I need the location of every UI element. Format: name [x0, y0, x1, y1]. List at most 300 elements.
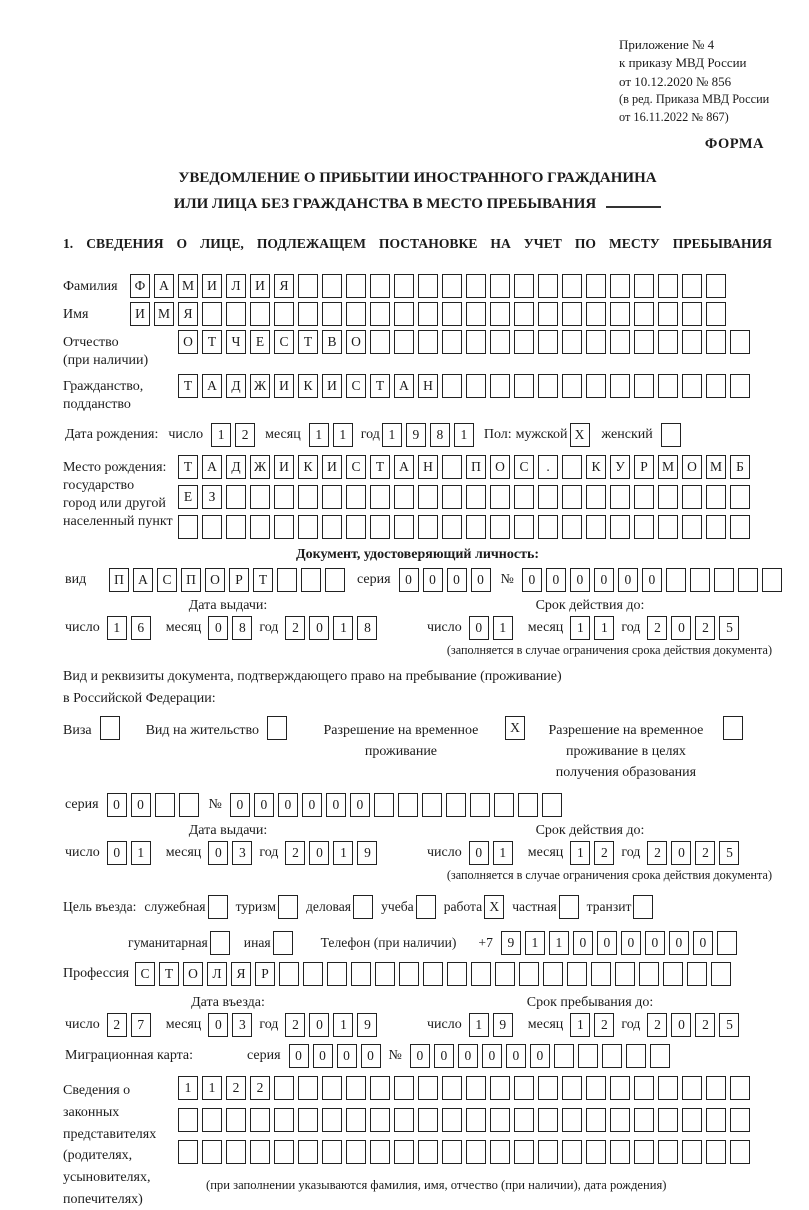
- char-cell[interactable]: [418, 330, 438, 354]
- char-cell[interactable]: 0: [669, 931, 689, 955]
- purpose-study-checkbox[interactable]: [416, 895, 436, 919]
- char-cell[interactable]: [682, 330, 702, 354]
- char-cell[interactable]: [554, 1044, 574, 1068]
- char-cell[interactable]: [274, 485, 294, 509]
- char-cell[interactable]: 2: [226, 1076, 246, 1100]
- char-cell[interactable]: [346, 1140, 366, 1164]
- char-cell[interactable]: [399, 962, 419, 986]
- char-cell[interactable]: [394, 485, 414, 509]
- char-cell[interactable]: [274, 302, 294, 326]
- char-cell[interactable]: [591, 962, 611, 986]
- char-cell[interactable]: [322, 1076, 342, 1100]
- char-cell[interactable]: [466, 1076, 486, 1100]
- char-cell[interactable]: [466, 1108, 486, 1132]
- purpose-humanitarian-checkbox[interactable]: [210, 931, 230, 955]
- char-cell[interactable]: [738, 568, 758, 592]
- char-cell[interactable]: 9: [406, 423, 426, 447]
- char-cell[interactable]: 0: [230, 793, 250, 817]
- char-cell[interactable]: [538, 515, 558, 539]
- char-cell[interactable]: С: [274, 330, 294, 354]
- char-cell[interactable]: [730, 1076, 750, 1100]
- purpose-business-checkbox[interactable]: [353, 895, 373, 919]
- char-cell[interactable]: 9: [501, 931, 521, 955]
- char-cell[interactable]: [730, 1140, 750, 1164]
- char-cell[interactable]: 1: [469, 1013, 489, 1037]
- char-cell[interactable]: [586, 515, 606, 539]
- char-cell[interactable]: [610, 515, 630, 539]
- char-cell[interactable]: С: [135, 962, 155, 986]
- char-cell[interactable]: И: [274, 374, 294, 398]
- char-cell[interactable]: [578, 1044, 598, 1068]
- char-cell[interactable]: [322, 515, 342, 539]
- char-cell[interactable]: [322, 485, 342, 509]
- char-cell[interactable]: [562, 455, 582, 479]
- char-cell[interactable]: Ж: [250, 455, 270, 479]
- char-cell[interactable]: Ф: [130, 274, 150, 298]
- char-cell[interactable]: 0: [208, 616, 228, 640]
- char-cell[interactable]: 1: [211, 423, 231, 447]
- char-cell[interactable]: 5: [719, 1013, 739, 1037]
- char-cell[interactable]: [155, 793, 175, 817]
- char-cell[interactable]: У: [610, 455, 630, 479]
- char-cell[interactable]: [567, 962, 587, 986]
- char-cell[interactable]: [277, 568, 297, 592]
- char-cell[interactable]: [562, 1108, 582, 1132]
- char-cell[interactable]: [615, 962, 635, 986]
- char-cell[interactable]: 1: [382, 423, 402, 447]
- char-cell[interactable]: О: [490, 455, 510, 479]
- char-cell[interactable]: 2: [647, 1013, 667, 1037]
- char-cell[interactable]: 8: [430, 423, 450, 447]
- char-cell[interactable]: [490, 302, 510, 326]
- char-cell[interactable]: [370, 1140, 390, 1164]
- char-cell[interactable]: [442, 330, 462, 354]
- char-cell[interactable]: [730, 515, 750, 539]
- visa-checkbox[interactable]: [100, 716, 120, 740]
- char-cell[interactable]: [634, 302, 654, 326]
- char-cell[interactable]: 0: [522, 568, 542, 592]
- char-cell[interactable]: Т: [159, 962, 179, 986]
- char-cell[interactable]: 0: [326, 793, 346, 817]
- char-cell[interactable]: 0: [573, 931, 593, 955]
- char-cell[interactable]: Л: [207, 962, 227, 986]
- char-cell[interactable]: 2: [695, 1013, 715, 1037]
- char-cell[interactable]: О: [183, 962, 203, 986]
- temp-residence-education-checkbox[interactable]: [723, 716, 743, 740]
- char-cell[interactable]: [466, 302, 486, 326]
- char-cell[interactable]: О: [178, 330, 198, 354]
- char-cell[interactable]: [682, 1076, 702, 1100]
- char-cell[interactable]: [538, 1140, 558, 1164]
- char-cell[interactable]: Н: [418, 374, 438, 398]
- char-cell[interactable]: [706, 330, 726, 354]
- char-cell[interactable]: 0: [597, 931, 617, 955]
- char-cell[interactable]: [226, 1140, 246, 1164]
- char-cell[interactable]: 1: [107, 616, 127, 640]
- char-cell[interactable]: О: [346, 330, 366, 354]
- char-cell[interactable]: 2: [695, 616, 715, 640]
- char-cell[interactable]: [658, 1076, 678, 1100]
- char-cell[interactable]: [682, 374, 702, 398]
- char-cell[interactable]: .: [538, 455, 558, 479]
- char-cell[interactable]: [538, 302, 558, 326]
- char-cell[interactable]: [466, 330, 486, 354]
- char-cell[interactable]: 1: [333, 423, 353, 447]
- char-cell[interactable]: [658, 302, 678, 326]
- char-cell[interactable]: 0: [313, 1044, 333, 1068]
- char-cell[interactable]: 3: [232, 1013, 252, 1037]
- char-cell[interactable]: [634, 1140, 654, 1164]
- char-cell[interactable]: 2: [594, 841, 614, 865]
- char-cell[interactable]: [418, 515, 438, 539]
- char-cell[interactable]: [634, 485, 654, 509]
- char-cell[interactable]: [375, 962, 395, 986]
- char-cell[interactable]: [495, 962, 515, 986]
- char-cell[interactable]: [711, 962, 731, 986]
- char-cell[interactable]: И: [274, 455, 294, 479]
- char-cell[interactable]: [562, 1076, 582, 1100]
- char-cell[interactable]: 0: [506, 1044, 526, 1068]
- char-cell[interactable]: 0: [530, 1044, 550, 1068]
- char-cell[interactable]: Ч: [226, 330, 246, 354]
- char-cell[interactable]: В: [322, 330, 342, 354]
- char-cell[interactable]: [422, 793, 442, 817]
- char-cell[interactable]: 1: [309, 423, 329, 447]
- char-cell[interactable]: [322, 1140, 342, 1164]
- char-cell[interactable]: 0: [337, 1044, 357, 1068]
- char-cell[interactable]: 0: [208, 841, 228, 865]
- char-cell[interactable]: [610, 330, 630, 354]
- char-cell[interactable]: П: [109, 568, 129, 592]
- char-cell[interactable]: [706, 1108, 726, 1132]
- char-cell[interactable]: 8: [357, 616, 377, 640]
- char-cell[interactable]: [538, 1108, 558, 1132]
- char-cell[interactable]: 1: [493, 841, 513, 865]
- char-cell[interactable]: 9: [357, 841, 377, 865]
- char-cell[interactable]: [687, 962, 707, 986]
- char-cell[interactable]: 0: [278, 793, 298, 817]
- char-cell[interactable]: Я: [231, 962, 251, 986]
- char-cell[interactable]: О: [205, 568, 225, 592]
- char-cell[interactable]: [466, 1140, 486, 1164]
- char-cell[interactable]: [250, 485, 270, 509]
- char-cell[interactable]: [370, 302, 390, 326]
- char-cell[interactable]: 0: [570, 568, 590, 592]
- char-cell[interactable]: [514, 274, 534, 298]
- char-cell[interactable]: [542, 793, 562, 817]
- char-cell[interactable]: 1: [454, 423, 474, 447]
- char-cell[interactable]: [658, 515, 678, 539]
- char-cell[interactable]: [586, 1140, 606, 1164]
- char-cell[interactable]: Р: [634, 455, 654, 479]
- char-cell[interactable]: [394, 302, 414, 326]
- char-cell[interactable]: [442, 274, 462, 298]
- char-cell[interactable]: Б: [730, 455, 750, 479]
- char-cell[interactable]: 2: [647, 841, 667, 865]
- char-cell[interactable]: 5: [719, 841, 739, 865]
- residence-permit-checkbox[interactable]: [267, 716, 287, 740]
- char-cell[interactable]: 0: [302, 793, 322, 817]
- char-cell[interactable]: 0: [621, 931, 641, 955]
- char-cell[interactable]: К: [298, 455, 318, 479]
- char-cell[interactable]: Е: [250, 330, 270, 354]
- char-cell[interactable]: 1: [525, 931, 545, 955]
- char-cell[interactable]: С: [346, 455, 366, 479]
- char-cell[interactable]: Н: [418, 455, 438, 479]
- char-cell[interactable]: [682, 274, 702, 298]
- char-cell[interactable]: 0: [469, 616, 489, 640]
- char-cell[interactable]: [586, 485, 606, 509]
- char-cell[interactable]: [374, 793, 394, 817]
- char-cell[interactable]: [298, 515, 318, 539]
- char-cell[interactable]: [298, 274, 318, 298]
- char-cell[interactable]: Т: [178, 374, 198, 398]
- char-cell[interactable]: А: [154, 274, 174, 298]
- char-cell[interactable]: 0: [423, 568, 443, 592]
- char-cell[interactable]: Р: [229, 568, 249, 592]
- char-cell[interactable]: 0: [671, 1013, 691, 1037]
- char-cell[interactable]: [514, 1076, 534, 1100]
- char-cell[interactable]: 0: [350, 793, 370, 817]
- char-cell[interactable]: 2: [285, 1013, 305, 1037]
- char-cell[interactable]: [586, 302, 606, 326]
- purpose-official-checkbox[interactable]: [208, 895, 228, 919]
- char-cell[interactable]: [446, 793, 466, 817]
- char-cell[interactable]: [418, 274, 438, 298]
- char-cell[interactable]: [682, 485, 702, 509]
- char-cell[interactable]: [490, 374, 510, 398]
- char-cell[interactable]: [586, 274, 606, 298]
- char-cell[interactable]: [394, 1076, 414, 1100]
- char-cell[interactable]: [706, 274, 726, 298]
- char-cell[interactable]: [370, 1076, 390, 1100]
- char-cell[interactable]: 1: [594, 616, 614, 640]
- purpose-work-checkbox[interactable]: X: [484, 895, 504, 919]
- char-cell[interactable]: [394, 1108, 414, 1132]
- char-cell[interactable]: [442, 1108, 462, 1132]
- char-cell[interactable]: [658, 374, 678, 398]
- char-cell[interactable]: И: [250, 274, 270, 298]
- char-cell[interactable]: [325, 568, 345, 592]
- char-cell[interactable]: [274, 515, 294, 539]
- char-cell[interactable]: 1: [333, 616, 353, 640]
- char-cell[interactable]: [370, 485, 390, 509]
- char-cell[interactable]: 0: [361, 1044, 381, 1068]
- char-cell[interactable]: [562, 302, 582, 326]
- char-cell[interactable]: [658, 1140, 678, 1164]
- sex-female-checkbox[interactable]: [661, 423, 681, 447]
- char-cell[interactable]: Ж: [250, 374, 270, 398]
- char-cell[interactable]: [178, 515, 198, 539]
- char-cell[interactable]: [250, 302, 270, 326]
- char-cell[interactable]: [610, 1140, 630, 1164]
- char-cell[interactable]: [730, 330, 750, 354]
- char-cell[interactable]: [586, 1076, 606, 1100]
- char-cell[interactable]: М: [178, 274, 198, 298]
- char-cell[interactable]: 8: [232, 616, 252, 640]
- char-cell[interactable]: [490, 1108, 510, 1132]
- char-cell[interactable]: [538, 274, 558, 298]
- char-cell[interactable]: П: [466, 455, 486, 479]
- char-cell[interactable]: [562, 485, 582, 509]
- char-cell[interactable]: Е: [178, 485, 198, 509]
- char-cell[interactable]: [562, 274, 582, 298]
- char-cell[interactable]: 0: [671, 841, 691, 865]
- char-cell[interactable]: И: [322, 455, 342, 479]
- char-cell[interactable]: 0: [254, 793, 274, 817]
- char-cell[interactable]: [322, 1108, 342, 1132]
- char-cell[interactable]: [586, 330, 606, 354]
- temp-residence-checkbox[interactable]: X: [505, 716, 525, 740]
- char-cell[interactable]: [650, 1044, 670, 1068]
- char-cell[interactable]: [543, 962, 563, 986]
- char-cell[interactable]: [202, 515, 222, 539]
- char-cell[interactable]: [351, 962, 371, 986]
- char-cell[interactable]: З: [202, 485, 222, 509]
- char-cell[interactable]: [538, 330, 558, 354]
- char-cell[interactable]: Р: [255, 962, 275, 986]
- char-cell[interactable]: [202, 302, 222, 326]
- sex-male-checkbox[interactable]: X: [570, 423, 590, 447]
- char-cell[interactable]: [730, 1108, 750, 1132]
- char-cell[interactable]: [602, 1044, 622, 1068]
- char-cell[interactable]: [226, 515, 246, 539]
- char-cell[interactable]: И: [322, 374, 342, 398]
- char-cell[interactable]: 2: [235, 423, 255, 447]
- char-cell[interactable]: [706, 1140, 726, 1164]
- purpose-private-checkbox[interactable]: [559, 895, 579, 919]
- char-cell[interactable]: [466, 274, 486, 298]
- char-cell[interactable]: [418, 485, 438, 509]
- char-cell[interactable]: [514, 485, 534, 509]
- char-cell[interactable]: [447, 962, 467, 986]
- char-cell[interactable]: [250, 1108, 270, 1132]
- char-cell[interactable]: Т: [298, 330, 318, 354]
- char-cell[interactable]: Д: [226, 374, 246, 398]
- char-cell[interactable]: [634, 274, 654, 298]
- char-cell[interactable]: 1: [570, 841, 590, 865]
- char-cell[interactable]: [202, 1140, 222, 1164]
- purpose-transit-checkbox[interactable]: [633, 895, 653, 919]
- char-cell[interactable]: 9: [493, 1013, 513, 1037]
- char-cell[interactable]: [666, 568, 686, 592]
- char-cell[interactable]: [706, 515, 726, 539]
- char-cell[interactable]: [690, 568, 710, 592]
- char-cell[interactable]: [274, 1108, 294, 1132]
- char-cell[interactable]: 0: [642, 568, 662, 592]
- char-cell[interactable]: [538, 374, 558, 398]
- char-cell[interactable]: 0: [471, 568, 491, 592]
- char-cell[interactable]: [370, 1108, 390, 1132]
- char-cell[interactable]: [322, 274, 342, 298]
- purpose-tourism-checkbox[interactable]: [278, 895, 298, 919]
- char-cell[interactable]: [514, 330, 534, 354]
- char-cell[interactable]: [490, 485, 510, 509]
- char-cell[interactable]: [346, 515, 366, 539]
- char-cell[interactable]: [418, 1076, 438, 1100]
- char-cell[interactable]: [682, 1140, 702, 1164]
- char-cell[interactable]: 7: [131, 1013, 151, 1037]
- char-cell[interactable]: [327, 962, 347, 986]
- char-cell[interactable]: 1: [131, 841, 151, 865]
- char-cell[interactable]: [658, 1108, 678, 1132]
- char-cell[interactable]: С: [514, 455, 534, 479]
- char-cell[interactable]: 0: [208, 1013, 228, 1037]
- char-cell[interactable]: Т: [202, 330, 222, 354]
- char-cell[interactable]: 1: [570, 1013, 590, 1037]
- char-cell[interactable]: [466, 374, 486, 398]
- char-cell[interactable]: [470, 793, 490, 817]
- char-cell[interactable]: [562, 374, 582, 398]
- char-cell[interactable]: [514, 515, 534, 539]
- char-cell[interactable]: 2: [250, 1076, 270, 1100]
- char-cell[interactable]: [250, 1140, 270, 1164]
- char-cell[interactable]: 1: [202, 1076, 222, 1100]
- char-cell[interactable]: И: [202, 274, 222, 298]
- char-cell[interactable]: [274, 1076, 294, 1100]
- char-cell[interactable]: [394, 274, 414, 298]
- char-cell[interactable]: К: [586, 455, 606, 479]
- char-cell[interactable]: [226, 1108, 246, 1132]
- char-cell[interactable]: А: [202, 455, 222, 479]
- char-cell[interactable]: [303, 962, 323, 986]
- char-cell[interactable]: Т: [253, 568, 273, 592]
- char-cell[interactable]: 0: [107, 841, 127, 865]
- char-cell[interactable]: [178, 1108, 198, 1132]
- char-cell[interactable]: [634, 330, 654, 354]
- char-cell[interactable]: 5: [719, 616, 739, 640]
- char-cell[interactable]: [682, 1108, 702, 1132]
- char-cell[interactable]: [418, 302, 438, 326]
- char-cell[interactable]: [717, 931, 737, 955]
- char-cell[interactable]: [639, 962, 659, 986]
- char-cell[interactable]: [442, 302, 462, 326]
- char-cell[interactable]: А: [394, 374, 414, 398]
- char-cell[interactable]: [610, 1108, 630, 1132]
- char-cell[interactable]: [423, 962, 443, 986]
- char-cell[interactable]: 2: [647, 616, 667, 640]
- char-cell[interactable]: 1: [333, 1013, 353, 1037]
- char-cell[interactable]: [442, 455, 462, 479]
- char-cell[interactable]: [346, 1076, 366, 1100]
- char-cell[interactable]: [610, 485, 630, 509]
- char-cell[interactable]: [418, 1108, 438, 1132]
- char-cell[interactable]: [514, 1140, 534, 1164]
- char-cell[interactable]: [519, 962, 539, 986]
- char-cell[interactable]: [730, 485, 750, 509]
- char-cell[interactable]: [586, 374, 606, 398]
- char-cell[interactable]: [634, 374, 654, 398]
- char-cell[interactable]: [178, 1140, 198, 1164]
- char-cell[interactable]: С: [346, 374, 366, 398]
- char-cell[interactable]: [394, 515, 414, 539]
- char-cell[interactable]: 0: [309, 1013, 329, 1037]
- char-cell[interactable]: Т: [370, 455, 390, 479]
- char-cell[interactable]: 0: [482, 1044, 502, 1068]
- char-cell[interactable]: Я: [178, 302, 198, 326]
- char-cell[interactable]: [298, 302, 318, 326]
- char-cell[interactable]: Я: [274, 274, 294, 298]
- char-cell[interactable]: П: [181, 568, 201, 592]
- char-cell[interactable]: [562, 1140, 582, 1164]
- char-cell[interactable]: [518, 793, 538, 817]
- char-cell[interactable]: [346, 274, 366, 298]
- purpose-other-checkbox[interactable]: [273, 931, 293, 955]
- char-cell[interactable]: [538, 1076, 558, 1100]
- char-cell[interactable]: 0: [410, 1044, 430, 1068]
- char-cell[interactable]: М: [154, 302, 174, 326]
- char-cell[interactable]: [706, 374, 726, 398]
